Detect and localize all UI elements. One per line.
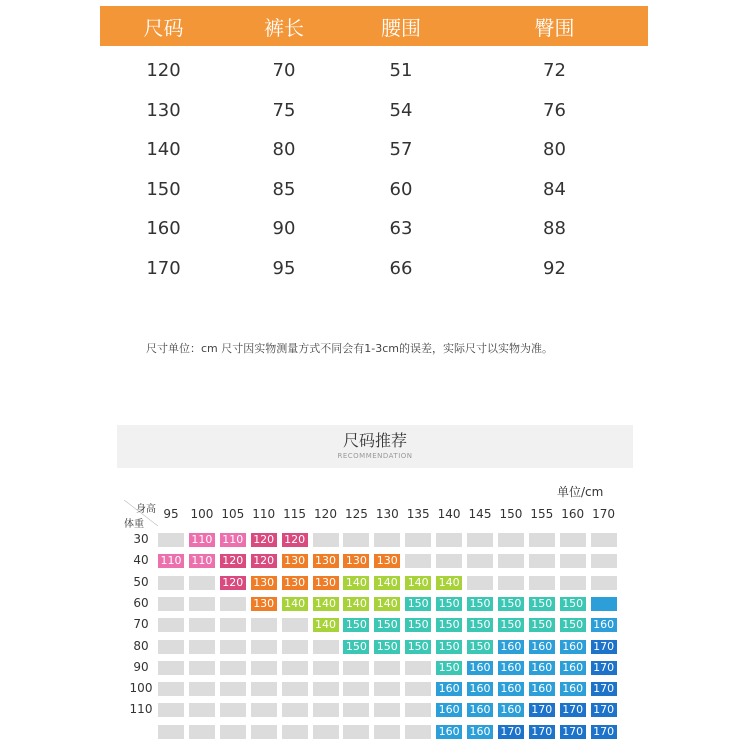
size-cell [313, 725, 339, 739]
size-cell: 130 [282, 554, 308, 568]
height-column-label: 110 [252, 507, 276, 521]
weight-row-label: 110 [129, 702, 153, 717]
size-cell: 150 [343, 640, 369, 654]
cell-size: 140 [146, 139, 181, 161]
weight-row-label: 70 [133, 617, 149, 632]
size-cell: 150 [374, 640, 400, 654]
size-cell: 110 [158, 554, 184, 568]
size-cell [405, 725, 431, 739]
size-cell [560, 533, 586, 547]
size-cell: 160 [436, 725, 462, 739]
size-cell [282, 618, 308, 632]
size-cell [529, 576, 555, 590]
cell-length: 80 [272, 139, 296, 161]
size-cell [591, 554, 617, 568]
cell-size: 170 [146, 257, 181, 279]
size-cell [374, 725, 400, 739]
size-cell [405, 661, 431, 675]
weight-row-label: 100 [129, 681, 153, 696]
cell-waist: 54 [389, 99, 413, 121]
cell-length: 75 [272, 99, 296, 121]
size-cell [405, 554, 431, 568]
size-cell: 170 [591, 640, 617, 654]
size-cell: 130 [313, 576, 339, 590]
size-cell [467, 533, 493, 547]
cell-size: 120 [146, 60, 181, 82]
size-cell [220, 640, 246, 654]
size-cell: 170 [498, 725, 524, 739]
size-cell [189, 703, 215, 717]
size-cell: 120 [251, 533, 277, 547]
cell-waist: 51 [389, 60, 413, 82]
cell-length: 95 [272, 257, 296, 279]
size-cell [189, 640, 215, 654]
size-cell: 120 [282, 533, 308, 547]
size-cell: 150 [436, 661, 462, 675]
size-cell [251, 661, 277, 675]
size-cell [343, 661, 369, 675]
size-cell [343, 725, 369, 739]
height-column-label: 140 [437, 507, 461, 521]
size-cell [343, 682, 369, 696]
height-column-label: 155 [530, 507, 554, 521]
size-cell: 160 [467, 725, 493, 739]
size-cell: 160 [529, 682, 555, 696]
size-cell [467, 554, 493, 568]
size-cell: 170 [591, 682, 617, 696]
size-cell [591, 597, 617, 611]
height-column-label: 115 [283, 507, 307, 521]
size-cell: 160 [560, 682, 586, 696]
size-cell [158, 661, 184, 675]
height-column-label: 150 [499, 507, 523, 521]
cell-length: 70 [272, 60, 296, 82]
size-cell: 140 [405, 576, 431, 590]
size-cell: 120 [220, 554, 246, 568]
size-cell: 160 [591, 618, 617, 632]
size-cell: 150 [405, 618, 431, 632]
size-cell [343, 703, 369, 717]
size-cell: 130 [251, 576, 277, 590]
weight-row-label: 60 [133, 595, 149, 610]
size-cell: 150 [529, 597, 555, 611]
size-cell: 150 [498, 618, 524, 632]
size-cell [560, 576, 586, 590]
size-cell: 140 [282, 597, 308, 611]
cell-hip: 72 [543, 60, 566, 82]
weight-row-label: 90 [133, 659, 149, 674]
cell-length: 90 [272, 218, 296, 240]
size-cell: 150 [436, 597, 462, 611]
size-cell [282, 703, 308, 717]
size-cell [313, 640, 339, 654]
cell-waist: 57 [389, 139, 413, 161]
height-column-label: 130 [375, 507, 399, 521]
cell-size: 160 [146, 218, 181, 240]
size-cell [529, 533, 555, 547]
size-cell: 140 [313, 618, 339, 632]
size-cell [405, 682, 431, 696]
unit-label: 单位/cm [557, 485, 604, 499]
size-cell [343, 533, 369, 547]
size-cell [560, 554, 586, 568]
size-cell: 160 [529, 640, 555, 654]
size-cell [189, 597, 215, 611]
height-column-label: 125 [344, 507, 368, 521]
size-cell [282, 725, 308, 739]
size-cell [158, 640, 184, 654]
height-column-label: 135 [406, 507, 430, 521]
size-cell [374, 682, 400, 696]
size-cell [189, 618, 215, 632]
cell-hip: 84 [543, 178, 566, 200]
size-cell: 170 [591, 703, 617, 717]
size-cell [529, 554, 555, 568]
size-cell [374, 661, 400, 675]
recommendation-title: 尺码推荐 [342, 431, 407, 450]
size-cell [189, 576, 215, 590]
size-cell: 160 [498, 661, 524, 675]
size-cell: 170 [529, 725, 555, 739]
size-cell: 110 [189, 554, 215, 568]
size-cell: 170 [560, 725, 586, 739]
header-waist: 腰围 [381, 15, 421, 40]
cell-hip: 92 [543, 257, 566, 279]
weight-row-label: 40 [133, 553, 149, 568]
size-cell: 170 [591, 725, 617, 739]
size-cell: 160 [467, 661, 493, 675]
size-cell [374, 533, 400, 547]
size-cell: 170 [591, 661, 617, 675]
size-cell [251, 640, 277, 654]
cell-hip: 76 [543, 99, 566, 121]
size-cell: 160 [498, 682, 524, 696]
size-cell: 150 [529, 618, 555, 632]
size-cell [313, 703, 339, 717]
size-cell [251, 703, 277, 717]
size-cell [220, 725, 246, 739]
size-cell: 130 [313, 554, 339, 568]
size-cell [405, 533, 431, 547]
size-cell: 160 [560, 661, 586, 675]
cell-waist: 63 [389, 218, 413, 240]
size-cell [436, 554, 462, 568]
size-cell: 130 [343, 554, 369, 568]
size-cell [158, 576, 184, 590]
size-cell: 150 [405, 597, 431, 611]
size-cell: 140 [343, 576, 369, 590]
cell-waist: 66 [389, 257, 413, 279]
size-cell [189, 682, 215, 696]
size-cell: 160 [436, 703, 462, 717]
size-cell: 160 [498, 703, 524, 717]
size-cell: 150 [374, 618, 400, 632]
size-cell: 130 [251, 597, 277, 611]
size-cell: 140 [374, 597, 400, 611]
size-cell [189, 661, 215, 675]
size-cell [220, 618, 246, 632]
size-cell: 160 [529, 661, 555, 675]
size-cell [189, 725, 215, 739]
size-cell: 130 [374, 554, 400, 568]
header-hip: 臀围 [534, 15, 575, 40]
size-cell: 150 [560, 618, 586, 632]
header-size: 尺码 [143, 15, 184, 40]
height-column-label: 160 [561, 507, 585, 521]
size-cell: 120 [251, 554, 277, 568]
size-cell [313, 682, 339, 696]
size-cell [374, 703, 400, 717]
size-cell [282, 682, 308, 696]
size-cell: 150 [436, 618, 462, 632]
size-cell: 170 [529, 703, 555, 717]
size-cell: 130 [282, 576, 308, 590]
size-cell: 150 [436, 640, 462, 654]
size-cell: 110 [189, 533, 215, 547]
recommendation-subtitle: RECOMMENDATION [337, 452, 413, 460]
cell-waist: 60 [389, 178, 413, 200]
height-column-label: 170 [592, 507, 616, 521]
height-column-label: 120 [314, 507, 337, 521]
size-cell [220, 597, 246, 611]
size-cell: 150 [560, 597, 586, 611]
size-cell [591, 576, 617, 590]
size-cell [220, 682, 246, 696]
size-cell [436, 533, 462, 547]
size-cell [405, 703, 431, 717]
size-cell: 150 [498, 597, 524, 611]
header-length: 裤长 [264, 15, 304, 40]
size-cell [251, 618, 277, 632]
size-cell [251, 682, 277, 696]
size-cell [220, 703, 246, 717]
size-cell [158, 703, 184, 717]
size-cell [313, 533, 339, 547]
size-cell [498, 554, 524, 568]
size-cell [158, 533, 184, 547]
size-cell [591, 533, 617, 547]
weight-row-label: 30 [133, 532, 149, 546]
size-cell [158, 682, 184, 696]
size-cell: 110 [220, 533, 246, 547]
size-cell: 160 [467, 682, 493, 696]
cell-hip: 80 [543, 139, 566, 161]
size-cell [158, 618, 184, 632]
size-cell: 140 [436, 576, 462, 590]
size-cell [313, 661, 339, 675]
size-cell: 140 [313, 597, 339, 611]
size-cell [158, 725, 184, 739]
size-cell [498, 576, 524, 590]
size-cell: 150 [467, 618, 493, 632]
size-cell [251, 725, 277, 739]
size-cell: 160 [467, 703, 493, 717]
height-column-label: 95 [163, 507, 179, 521]
height-column-label: 145 [468, 507, 492, 521]
weight-row-label: 80 [133, 638, 149, 653]
size-cell: 150 [343, 618, 369, 632]
cell-hip: 88 [543, 218, 566, 240]
size-cell: 160 [436, 682, 462, 696]
size-cell: 120 [220, 576, 246, 590]
size-cell: 150 [467, 640, 493, 654]
height-column-label: 105 [221, 507, 245, 521]
size-cell: 170 [560, 703, 586, 717]
size-cell [220, 661, 246, 675]
size-cell: 160 [560, 640, 586, 654]
size-cell [282, 661, 308, 675]
cell-size: 150 [146, 178, 181, 200]
cell-size: 130 [146, 99, 181, 121]
weight-row-label: 50 [133, 574, 149, 589]
size-cell: 150 [467, 597, 493, 611]
weight-axis-label: 体重 [124, 519, 144, 530]
size-cell [467, 576, 493, 590]
height-column-label: 100 [190, 507, 214, 521]
size-cell: 140 [343, 597, 369, 611]
size-cell [282, 640, 308, 654]
size-cell: 160 [498, 640, 524, 654]
size-cell: 140 [374, 576, 400, 590]
cell-length: 85 [272, 178, 296, 200]
height-axis-label: 身高 [136, 504, 156, 515]
measurement-note: 尺寸单位：cm 尺寸因实物测量方式不同会有1-3cm的误差，实际尺寸以实物为准。 [146, 342, 553, 355]
size-cell: 150 [405, 640, 431, 654]
size-cell [498, 533, 524, 547]
size-cell [158, 597, 184, 611]
